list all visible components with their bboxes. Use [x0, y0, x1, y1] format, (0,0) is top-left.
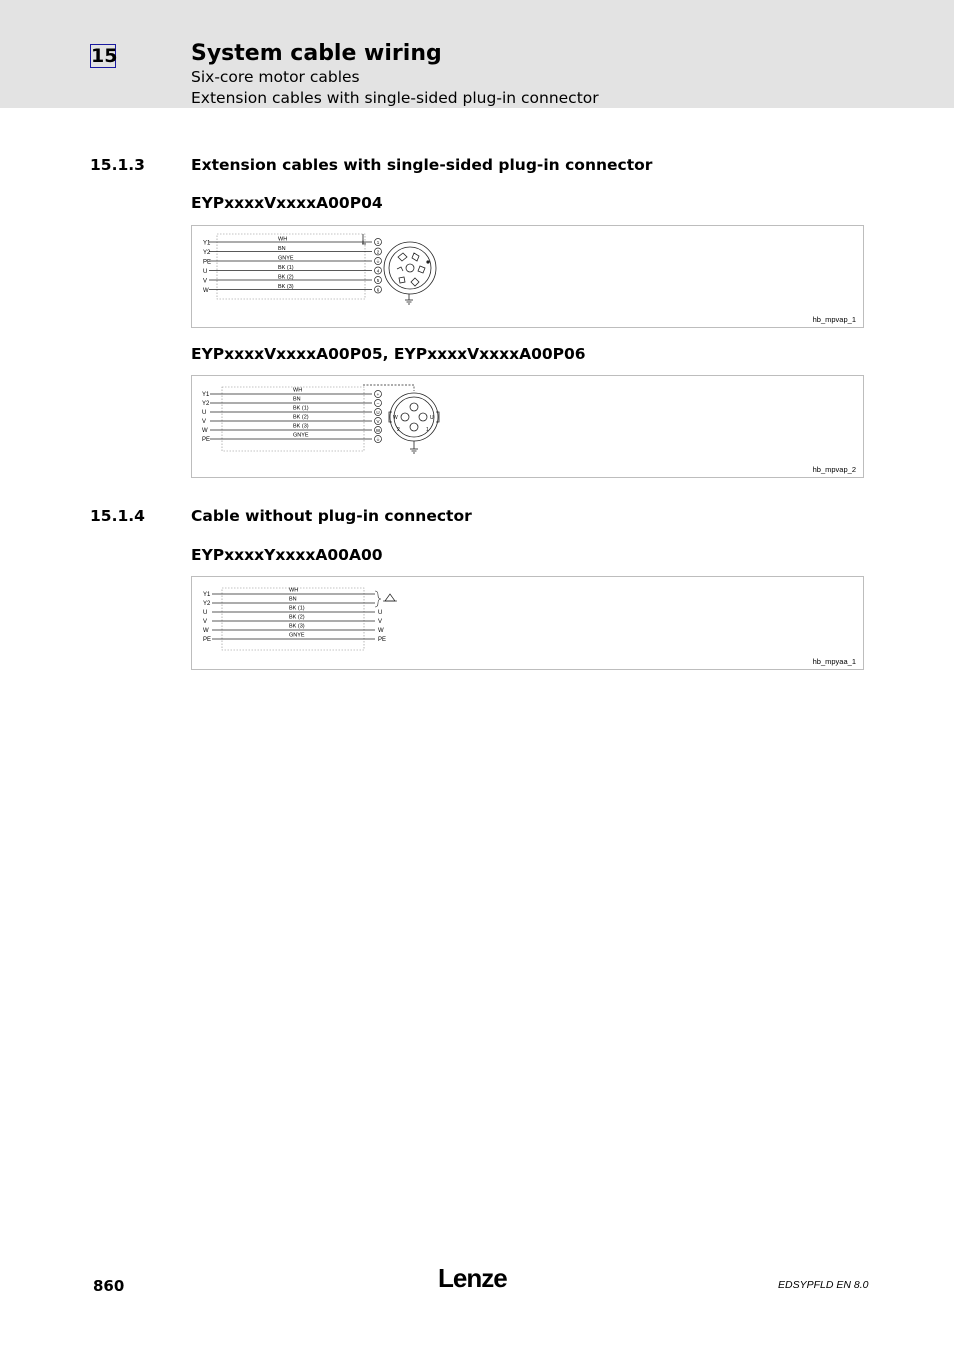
diagram-tag: hb_mpvap_1 [812, 315, 856, 324]
right-label: PE [378, 637, 387, 643]
lenze-logo: Lenze [438, 1263, 507, 1293]
wire-label: WH [289, 587, 299, 594]
wire-label: BK (3) [278, 284, 294, 290]
ground-icon [405, 294, 413, 304]
left-label: Y2 [203, 601, 211, 607]
document-reference: EDSYPFLD EN 8.0 [778, 1279, 869, 1291]
right-label: U [378, 610, 383, 616]
diagram-heading: EYPxxxxVxxxxA00P04 [191, 194, 383, 212]
pin-label: ⏚ [375, 437, 381, 442]
wire-label: BK (2) [278, 274, 294, 281]
connector-label: 1 [426, 427, 429, 433]
wire-label: BK (3) [293, 423, 309, 430]
left-label: Y1 [203, 592, 211, 598]
pin-label: U [376, 410, 380, 415]
wire-label: GNYE [293, 432, 309, 439]
wiring-diagram-p04-svg [192, 226, 863, 327]
wiring-diagram-a00 [191, 576, 864, 670]
pin-label: ⏚ [375, 259, 381, 264]
pin-label: 1 [376, 240, 380, 245]
pin-label: 2 [376, 249, 380, 255]
wire-label: BK (1) [289, 605, 305, 612]
wire-label: BK (2) [289, 614, 305, 621]
wire-label: BK (3) [289, 623, 305, 630]
wire-label: BN [289, 596, 297, 603]
left-label: PE [203, 259, 212, 266]
right-label: V [378, 619, 383, 625]
pin-label: 6 [376, 287, 380, 293]
connector-label: W [393, 415, 398, 421]
left-label: PE [202, 437, 211, 443]
pin-label: + [376, 392, 380, 397]
diagram-tag: hb_mpyaa_1 [812, 657, 856, 666]
left-label: V [203, 278, 208, 285]
wire-label: WH [293, 387, 303, 394]
ground-icon [410, 441, 418, 453]
wiring-diagram-a00-svg [192, 577, 863, 669]
left-label: Y1 [202, 392, 210, 398]
wire-label: GNYE [278, 255, 294, 262]
connector-label: U [430, 415, 434, 421]
diagram-tag: hb_mpvap_2 [812, 465, 856, 474]
section-number: 15.1.3 [90, 156, 145, 174]
wire-label: BK (2) [293, 414, 309, 421]
round-connector-icon [384, 242, 436, 294]
pin-label: W [375, 428, 381, 433]
pin-label: V [376, 419, 380, 424]
wire-label: BN [293, 396, 301, 403]
wiring-diagram-p05-svg [192, 376, 863, 477]
diagram-heading: EYPxxxxYxxxxA00A00 [191, 546, 383, 564]
wire-label: BN [278, 246, 286, 252]
left-label: W [203, 628, 209, 634]
chapter-subtitle: Six-core motor cables [191, 68, 360, 86]
wire-label: BK (1) [293, 405, 309, 412]
left-label: Y1 [203, 240, 211, 247]
left-label: W [203, 288, 209, 294]
section-title: Cable without plug-in connector [191, 507, 472, 525]
connector-label: 2 [397, 427, 400, 433]
wire-label: WH [278, 236, 288, 243]
pin-label: 5 [376, 278, 380, 283]
wire-label: GNYE [289, 632, 305, 639]
section-title: Extension cables with single-sided plug-in connector [191, 156, 653, 174]
diagram-heading: EYPxxxxVxxxxA00P05, EYPxxxxVxxxxA00P06 [191, 345, 586, 363]
wiring-diagram-p04 [191, 225, 864, 328]
chapter-number: 15 [91, 45, 118, 67]
chapter-subtitle-2: Extension cables with single-sided plug-in connector [191, 89, 599, 107]
left-label: V [203, 619, 208, 625]
wire-label: BK (1) [278, 265, 294, 271]
left-label: Y2 [203, 250, 211, 256]
pin-label: 4 [376, 268, 380, 274]
left-label: U [202, 410, 207, 416]
pin-label: – [376, 401, 380, 406]
wiring-diagram-p05-p06 [191, 375, 864, 478]
left-label: U [203, 269, 208, 275]
chapter-title: System cable wiring [191, 41, 442, 66]
section-number: 15.1.4 [90, 507, 145, 525]
left-label: PE [203, 637, 212, 643]
right-label: W [378, 628, 384, 634]
page-header [0, 0, 954, 108]
left-label: Y2 [202, 401, 210, 407]
page-number: 860 [93, 1277, 125, 1295]
shield-ground-icon [383, 594, 397, 601]
brace-icon [375, 591, 381, 607]
left-label: W [202, 428, 208, 434]
left-label: U [203, 610, 208, 616]
shield-line [363, 385, 414, 391]
left-label: V [202, 419, 207, 425]
